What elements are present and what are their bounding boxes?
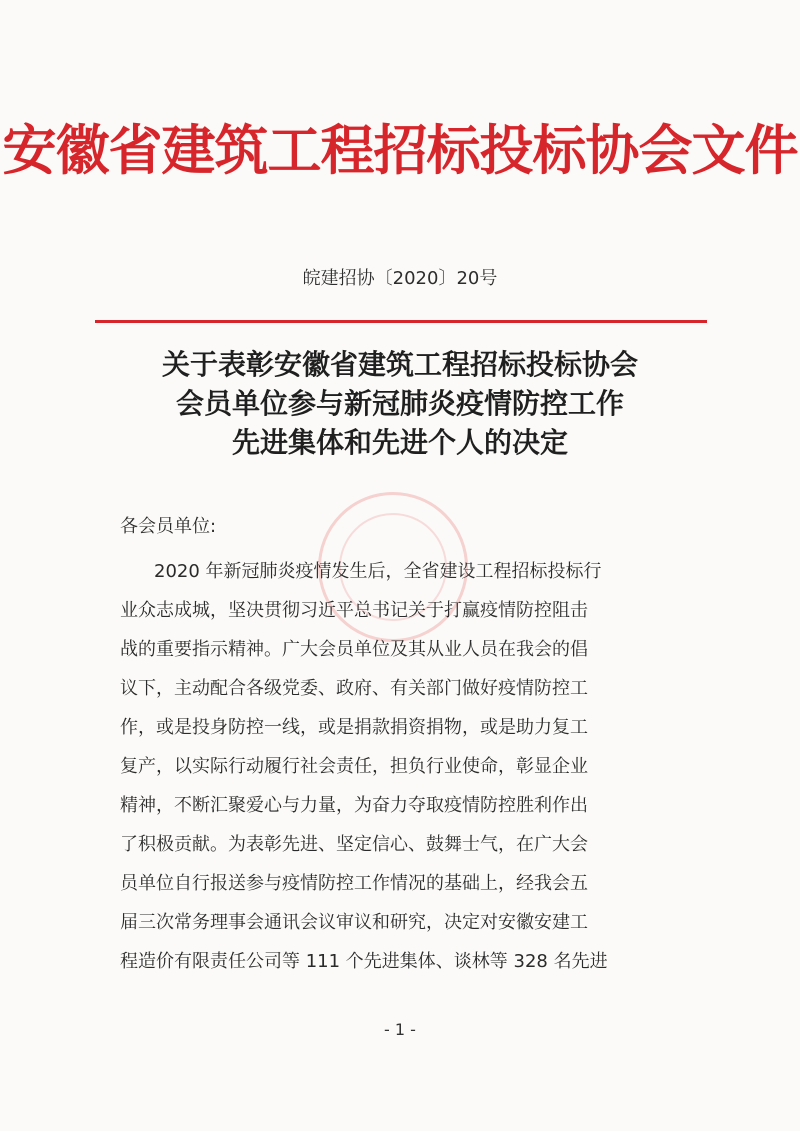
body-line-6: 复产，以实际行动履行社会责任，担负行业使命，彰显企业 [120, 756, 588, 777]
body-line-5: 作，或是投身防控一线，或是捐款捐资捐物，或是助力复工 [120, 717, 588, 738]
body-line-7: 精神，不断汇聚爱心与力量，为奋力夺取疫情防控胜利作出 [120, 795, 588, 816]
organization-header-title: 安徽省建筑工程招标投标协会文件 [2, 118, 798, 182]
document-title-line-1: 关于表彰安徽省建筑工程招标投标协会 [161, 348, 638, 381]
body-line-2: 业众志成城，坚决贯彻习近平总书记关于打赢疫情防控阻击 [120, 600, 588, 621]
document-title-line-3: 先进集体和先进个人的决定 [231, 426, 568, 459]
body-line-11: 程造价有限责任公司等 111 个先进集体、谈林等 328 名先进 [120, 951, 608, 972]
page-number: - 1 - [384, 1020, 416, 1039]
document-number: 皖建招协〔2020〕20号 [302, 268, 498, 289]
document-title-line-2: 会员单位参与新冠肺炎疫情防控工作 [175, 387, 624, 420]
header-divider [95, 320, 707, 323]
salutation: 各会员单位: [120, 516, 217, 537]
body-line-10: 届三次常务理事会通讯会议审议和研究，决定对安徽安建工 [120, 912, 588, 933]
body-line-9: 员单位自行报送参与疫情防控工作情况的基础上，经我会五 [120, 873, 588, 894]
body-line-4: 议下，主动配合各级党委、政府、有关部门做好疫情防控工 [120, 678, 588, 699]
body-line-8: 了积极贡献。为表彰先进、坚定信心、鼓舞士气，在广大会 [120, 834, 588, 855]
body-line-1: 2020 年新冠肺炎疫情发生后，全省建设工程招标投标行 [154, 561, 602, 582]
document-title [0, 345, 800, 462]
body-line-3: 战的重要指示精神。广大会员单位及其从业人员在我会的倡 [120, 639, 588, 660]
